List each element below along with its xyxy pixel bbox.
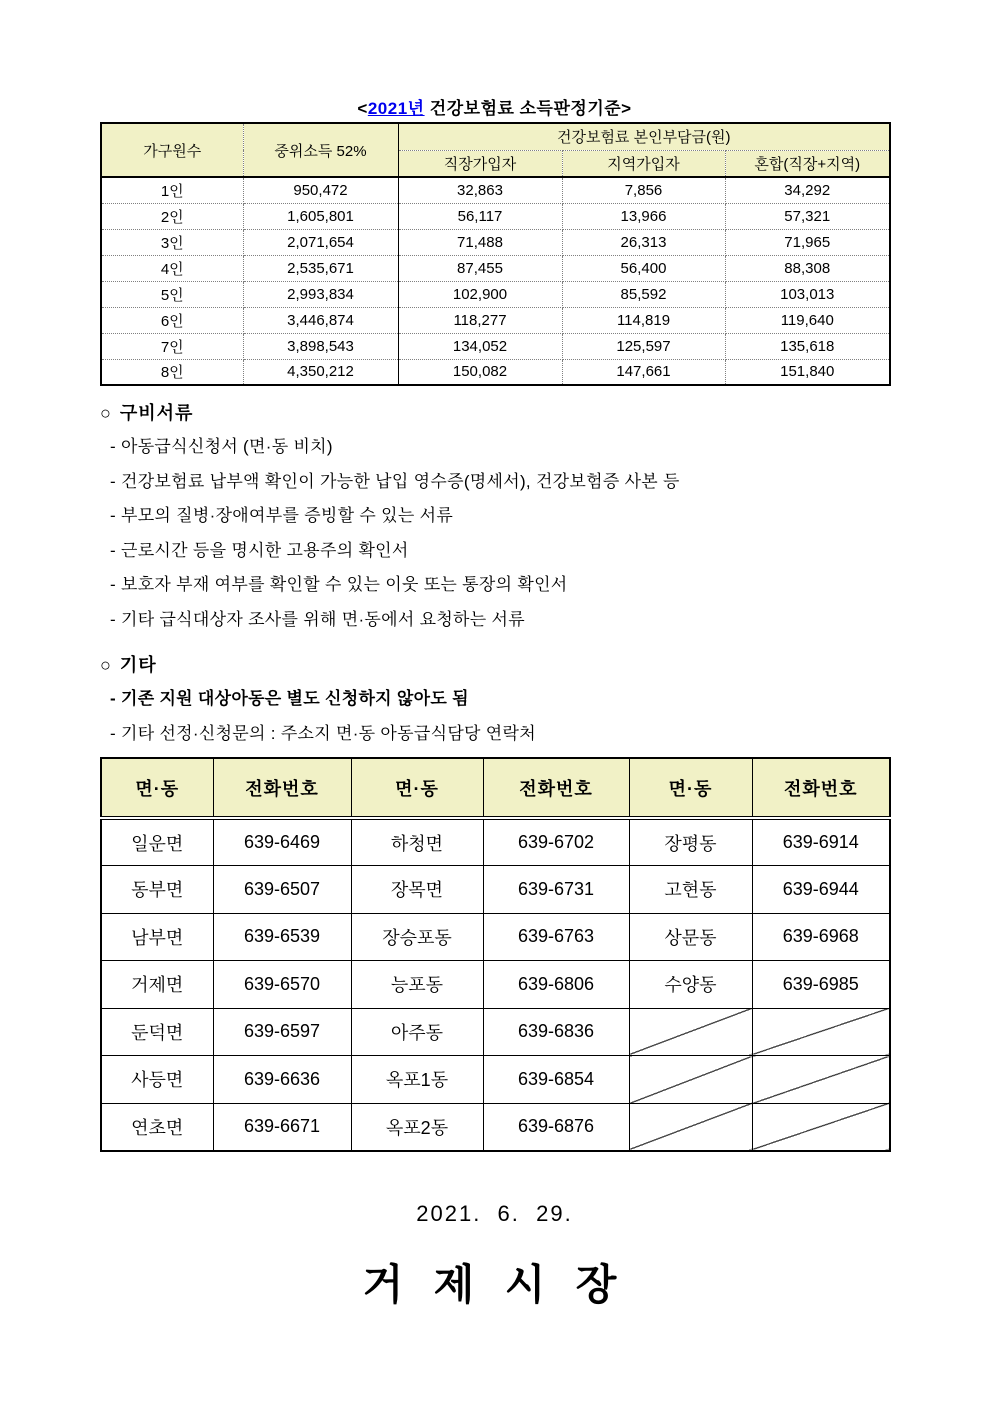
col-header-district: 면·동	[101, 758, 213, 818]
regional-cell: 147,661	[562, 359, 725, 385]
household-cell: 2인	[101, 203, 243, 229]
income-cell: 1,605,801	[243, 203, 398, 229]
district-cell: 고현동	[629, 866, 752, 914]
district-cell: 상문동	[629, 913, 752, 961]
mayor-signature: 거 제 시 장	[362, 1263, 627, 1309]
phone-cell: 639-6985	[752, 961, 890, 1009]
document-item: - 아동급식신청서 (면·동 비치)	[110, 437, 333, 456]
district-cell: 하청면	[351, 818, 483, 866]
col-header-phone: 전화번호	[752, 758, 890, 818]
contact-row	[101, 961, 890, 1009]
income-cell: 950,472	[243, 177, 398, 203]
district-cell: 수양동	[629, 961, 752, 1009]
district-cell: 장목면	[351, 866, 483, 914]
income-row	[101, 229, 890, 255]
etc-item: - 기존 지원 대상아동은 별도 신청하지 않아도 됨	[110, 689, 469, 708]
district-cell: 둔덕면	[101, 1008, 213, 1056]
section-label: 구비서류	[119, 403, 194, 423]
household-cell: 1인	[101, 177, 243, 203]
col-header-phone: 전화번호	[213, 758, 351, 818]
etc-section	[100, 651, 910, 751]
district-cell: 옥포2동	[351, 1103, 483, 1151]
district-cell: 장승포동	[351, 913, 483, 961]
district-cell: 능포동	[351, 961, 483, 1009]
income-cell: 2,535,671	[243, 255, 398, 281]
income-row	[101, 281, 890, 307]
phone-cell: 639-6469	[213, 818, 351, 866]
workplace-cell: 32,863	[398, 177, 562, 203]
mixed-cell: 119,640	[725, 307, 890, 333]
phone-cell: 639-6671	[213, 1103, 351, 1151]
section-title-documents	[100, 399, 910, 425]
income-cell: 2,993,834	[243, 281, 398, 307]
phone-cell: 639-6763	[483, 913, 629, 961]
contact-row	[101, 913, 890, 961]
col-header-district: 면·동	[351, 758, 483, 818]
district-cell: 장평동	[629, 818, 752, 866]
regional-cell: 13,966	[562, 203, 725, 229]
regional-cell: 125,597	[562, 333, 725, 359]
col-header-workplace-subscriber: 직장가입자	[398, 150, 562, 177]
contact-row	[101, 1008, 890, 1056]
income-row	[101, 255, 890, 281]
mixed-cell: 103,013	[725, 281, 890, 307]
empty-diagonal-cell	[752, 1008, 890, 1056]
phone-cell: 639-6836	[483, 1008, 629, 1056]
col-header-mixed-subscriber: 혼합(직장+지역)	[725, 150, 890, 177]
phone-cell: 639-6854	[483, 1056, 629, 1104]
district-cell: 일운면	[101, 818, 213, 866]
phone-cell: 639-6944	[752, 866, 890, 914]
mixed-cell: 34,292	[725, 177, 890, 203]
empty-diagonal-cell	[629, 1103, 752, 1151]
contact-row	[101, 866, 890, 914]
regional-cell: 56,400	[562, 255, 725, 281]
col-header-phone: 전화번호	[483, 758, 629, 818]
contacts-table	[100, 757, 891, 1152]
district-cell: 옥포1동	[351, 1056, 483, 1104]
contact-row	[101, 1056, 890, 1104]
circle-bullet-icon: ○	[100, 655, 111, 675]
regional-cell: 114,819	[562, 307, 725, 333]
document-item: - 보호자 부재 여부를 확인할 수 있는 이웃 또는 통장의 확인서	[110, 575, 568, 594]
document-item: - 건강보험료 납부액 확인이 가능한 납입 영수증(명세서), 건강보험증 사본 등	[110, 471, 680, 491]
col-header-premium-group: 건강보험료 본인부담금(원)	[398, 123, 890, 150]
phone-cell: 639-6539	[213, 913, 351, 961]
household-cell: 6인	[101, 307, 243, 333]
workplace-cell: 150,082	[398, 359, 562, 385]
phone-cell: 639-6806	[483, 961, 629, 1009]
phone-cell: 639-6914	[752, 818, 890, 866]
empty-diagonal-cell	[629, 1008, 752, 1056]
document-date: 2021. 6. 29.	[416, 1201, 573, 1226]
required-documents-section	[100, 399, 910, 637]
phone-cell: 639-6876	[483, 1103, 629, 1151]
circle-bullet-icon: ○	[100, 403, 111, 423]
district-cell: 연초면	[101, 1103, 213, 1151]
mixed-cell: 135,618	[725, 333, 890, 359]
regional-cell: 7,856	[562, 177, 725, 203]
district-cell: 사등면	[101, 1056, 213, 1104]
phone-cell: 639-6731	[483, 866, 629, 914]
contact-row	[101, 1103, 890, 1151]
income-row	[101, 359, 890, 385]
workplace-cell: 134,052	[398, 333, 562, 359]
district-cell: 아주동	[351, 1008, 483, 1056]
mixed-cell: 57,321	[725, 203, 890, 229]
income-row	[101, 177, 890, 203]
document-item: - 부모의 질병·장애여부를 증빙할 수 있는 서류	[110, 506, 454, 525]
etc-item: - 기타 선정·신청문의 : 주소지 면·동 아동급식담당 연락처	[110, 723, 536, 743]
phone-cell: 639-6597	[213, 1008, 351, 1056]
regional-cell: 85,592	[562, 281, 725, 307]
empty-diagonal-cell	[752, 1103, 890, 1151]
col-header-household-size: 가구원수	[101, 123, 243, 177]
workplace-cell: 118,277	[398, 307, 562, 333]
workplace-cell: 102,900	[398, 281, 562, 307]
regional-cell: 26,313	[562, 229, 725, 255]
phone-cell: 639-6507	[213, 866, 351, 914]
household-cell: 8인	[101, 359, 243, 385]
year-link[interactable]: 2021년	[367, 99, 425, 118]
empty-diagonal-cell	[629, 1056, 752, 1104]
phone-cell: 639-6570	[213, 961, 351, 1009]
document-item: - 기타 급식대상자 조사를 위해 면·동에서 요청하는 서류	[110, 609, 525, 629]
household-cell: 7인	[101, 333, 243, 359]
section-title-etc	[100, 651, 910, 677]
workplace-cell: 87,455	[398, 255, 562, 281]
income-row	[101, 307, 890, 333]
income-cell: 3,446,874	[243, 307, 398, 333]
income-criteria-table	[100, 122, 891, 386]
income-cell: 3,898,543	[243, 333, 398, 359]
income-cell: 4,350,212	[243, 359, 398, 385]
household-cell: 5인	[101, 281, 243, 307]
phone-cell: 639-6636	[213, 1056, 351, 1104]
workplace-cell: 56,117	[398, 203, 562, 229]
phone-cell: 639-6968	[752, 913, 890, 961]
contact-row	[101, 818, 890, 866]
mixed-cell: 88,308	[725, 255, 890, 281]
col-header-median-income: 중위소득 52%	[243, 123, 398, 177]
mixed-cell: 151,840	[725, 359, 890, 385]
empty-diagonal-cell	[752, 1056, 890, 1104]
district-cell: 남부면	[101, 913, 213, 961]
col-header-regional-subscriber: 지역가입자	[562, 150, 725, 177]
mixed-cell: 71,965	[725, 229, 890, 255]
col-header-district: 면·동	[629, 758, 752, 818]
district-cell: 동부면	[101, 866, 213, 914]
district-cell: 거제면	[101, 961, 213, 1009]
phone-cell: 639-6702	[483, 818, 629, 866]
income-row	[101, 333, 890, 359]
document-item: - 근로시간 등을 명시한 고용주의 확인서	[110, 540, 409, 560]
title-prefix: <	[357, 99, 368, 118]
income-cell: 2,071,654	[243, 229, 398, 255]
title-text: 건강보험료 소득판정기준>	[424, 99, 632, 118]
page-title	[100, 94, 889, 119]
household-cell: 4인	[101, 255, 243, 281]
income-row	[101, 203, 890, 229]
section-label: 기타	[119, 655, 157, 675]
workplace-cell: 71,488	[398, 229, 562, 255]
household-cell: 3인	[101, 229, 243, 255]
